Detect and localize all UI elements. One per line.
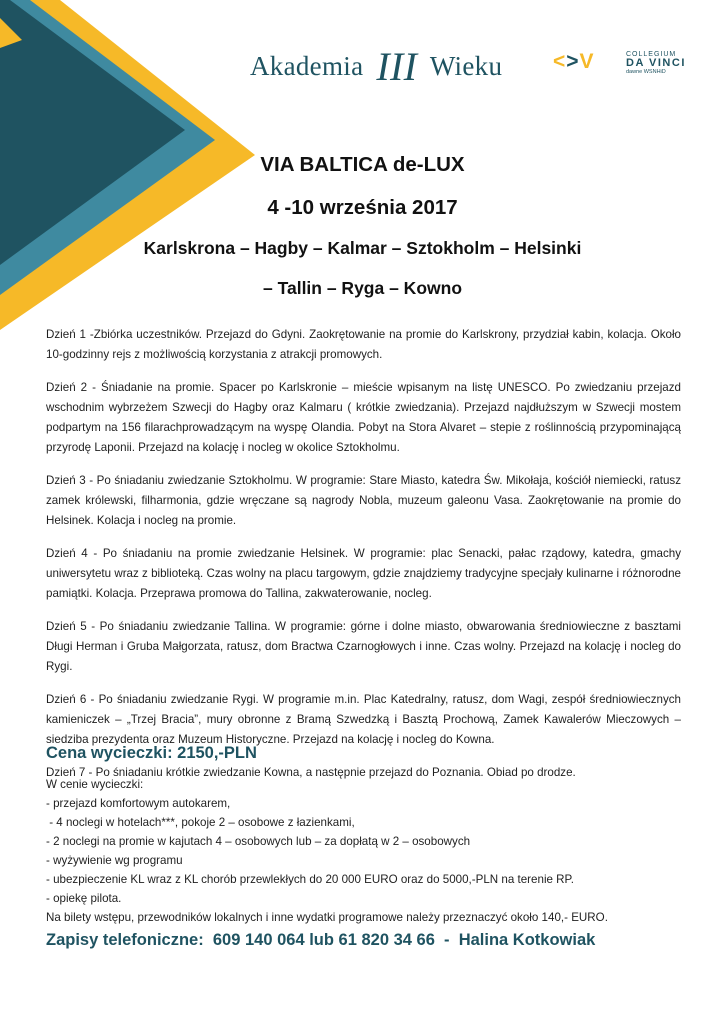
trip-title: VIA BALTICA de-LUX	[260, 153, 465, 176]
akademia-logo	[250, 38, 503, 89]
day-3: Dzień 3 - Po śniadaniu zwiedzanie Sztokholmu. W programie: Stare Miasto, katedra Św. Mikołaja, kościół niemiecki, ratusz zamek królewski, filharmonia, gdzie wręczane są nagrody Nobla, muzeum galeonu Vasa. Zaokrętowanie na promie do Helsinek. Kolacja i nocleg na promie.	[46, 474, 681, 527]
itinerary	[46, 325, 681, 796]
cdv-arrows-icon: <>V	[553, 50, 595, 73]
title-block	[0, 148, 725, 306]
cdv-text: COLLEGIUM DA VINCI dawne WSNHiD	[626, 51, 686, 75]
included-item: - przejazd komfortowym autokarem,	[46, 797, 231, 810]
trip-dates: 4 -10 września 2017	[267, 196, 458, 219]
brand-right-text: Wieku	[429, 51, 503, 81]
included-heading: W cenie wycieczki:	[46, 778, 144, 791]
day-5: Dzień 5 - Po śniadaniu zwiedzanie Tallina. W programie: górne i dolne miasto, obwarowania średniowieczne z basztami Długi Herman i Gruba Małgorzata, ratusz, dom Bractwa Czarnogłowych i inne. Czas wolny. Przejazd na kolację i nocleg do Rygi.	[46, 620, 681, 673]
day-4: Dzień 4 - Po śniadaniu na promie zwiedzanie Helsinek. W programie: plac Senacki, pałac rządowy, katedra, gmachy uniwersytetu wraz z biblioteką. Czas wolny na placu targowym, gdzie znajdziemy tradycyjne specjały kulinarne i różnorodne pamiątki. Kolacja. Przeprawa promowa do Tallina, zakwaterowanie, nocleg.	[46, 547, 681, 600]
brand-left-text: Akademia	[250, 51, 364, 81]
included-item: - wyżywienie wg programu	[46, 854, 183, 867]
included-item: - 2 noclegi na promie w kajutach 4 – osobowych lub – za dopłatą w 2 – osobowych	[46, 835, 471, 848]
extra-costs-note: Na bilety wstępu, przewodników lokalnych i inne wydatki programowe należy przeznaczyć około 140,- EURO.	[46, 911, 608, 924]
included-item: - opiekę pilota.	[46, 892, 122, 905]
brand-roman-numeral: III	[376, 44, 418, 89]
included-list	[46, 775, 696, 927]
route-line-1: Karlskrona – Hagby – Kalmar – Sztokholm – Helsinki	[143, 238, 582, 258]
day-6: Dzień 6 - Po śniadaniu zwiedzanie Rygi. W programie m.in. Plac Katedralny, ratusz, dom Wagi, zespół średniowiecznych kamieniczek – „Trzej Bracia”, mury obronne z Bramą Szwedzką i Basztą Prochową, Zamek Kawalerów Mieczowych – siedziba prezydenta oraz Muzeum Historyczne. Przejazd na kolację i nocleg do Kowna.	[46, 693, 681, 746]
day-7: Dzień 7 - Po śniadaniu krótkie zwiedzanie Kowna, a następnie przejazd do Poznania. Obiad po drodze.	[46, 766, 576, 779]
collegium-da-vinci-logo	[553, 50, 686, 75]
included-item: - ubezpieczenie KL wraz z KL chorób przewlekłych do 20 000 EURO oraz do 5000,-PLN na terenie RP.	[46, 873, 575, 886]
day-1: Dzień 1 -Zbiórka uczestników. Przejazd do Gdyni. Zaokrętowanie na promie do Karlskrony, przydział kabin, kolacja. Około 10-godzinny rejs z możliwością korzystania z atrakcji promowych.	[46, 328, 681, 361]
price-heading: Cena wycieczki: 2150,-PLN	[46, 744, 257, 762]
included-item: - 4 noclegi w hotelach***, pokoje 2 – osobowe z łazienkami,	[46, 816, 355, 829]
day-2: Dzień 2 - Śniadanie na promie. Spacer po Karlskronie – mieście wpisanym na listę UNESCO. Po zwiedzaniu przejazd wschodnim wybrzeżem Szwecji do Hagby oraz Kalmaru ( krótkie zwiedzania). Przejazd najdłuższym w Szwecji mostem podpartym na 156 filarachprowadzącym na wyspę Olandia. Pobyt na Stora Alvaret – stepie z roślinnością przypominającą przyrodę Laponii. Przejazd na kolację i nocleg w okolice Sztokholmu.	[46, 381, 681, 454]
route-line-2: – Tallin – Ryga – Kowno	[262, 278, 463, 298]
signup-contact: Zapisy telefoniczne: 609 140 064 lub 61 820 34 66 - Halina Kotkowiak	[46, 931, 596, 949]
